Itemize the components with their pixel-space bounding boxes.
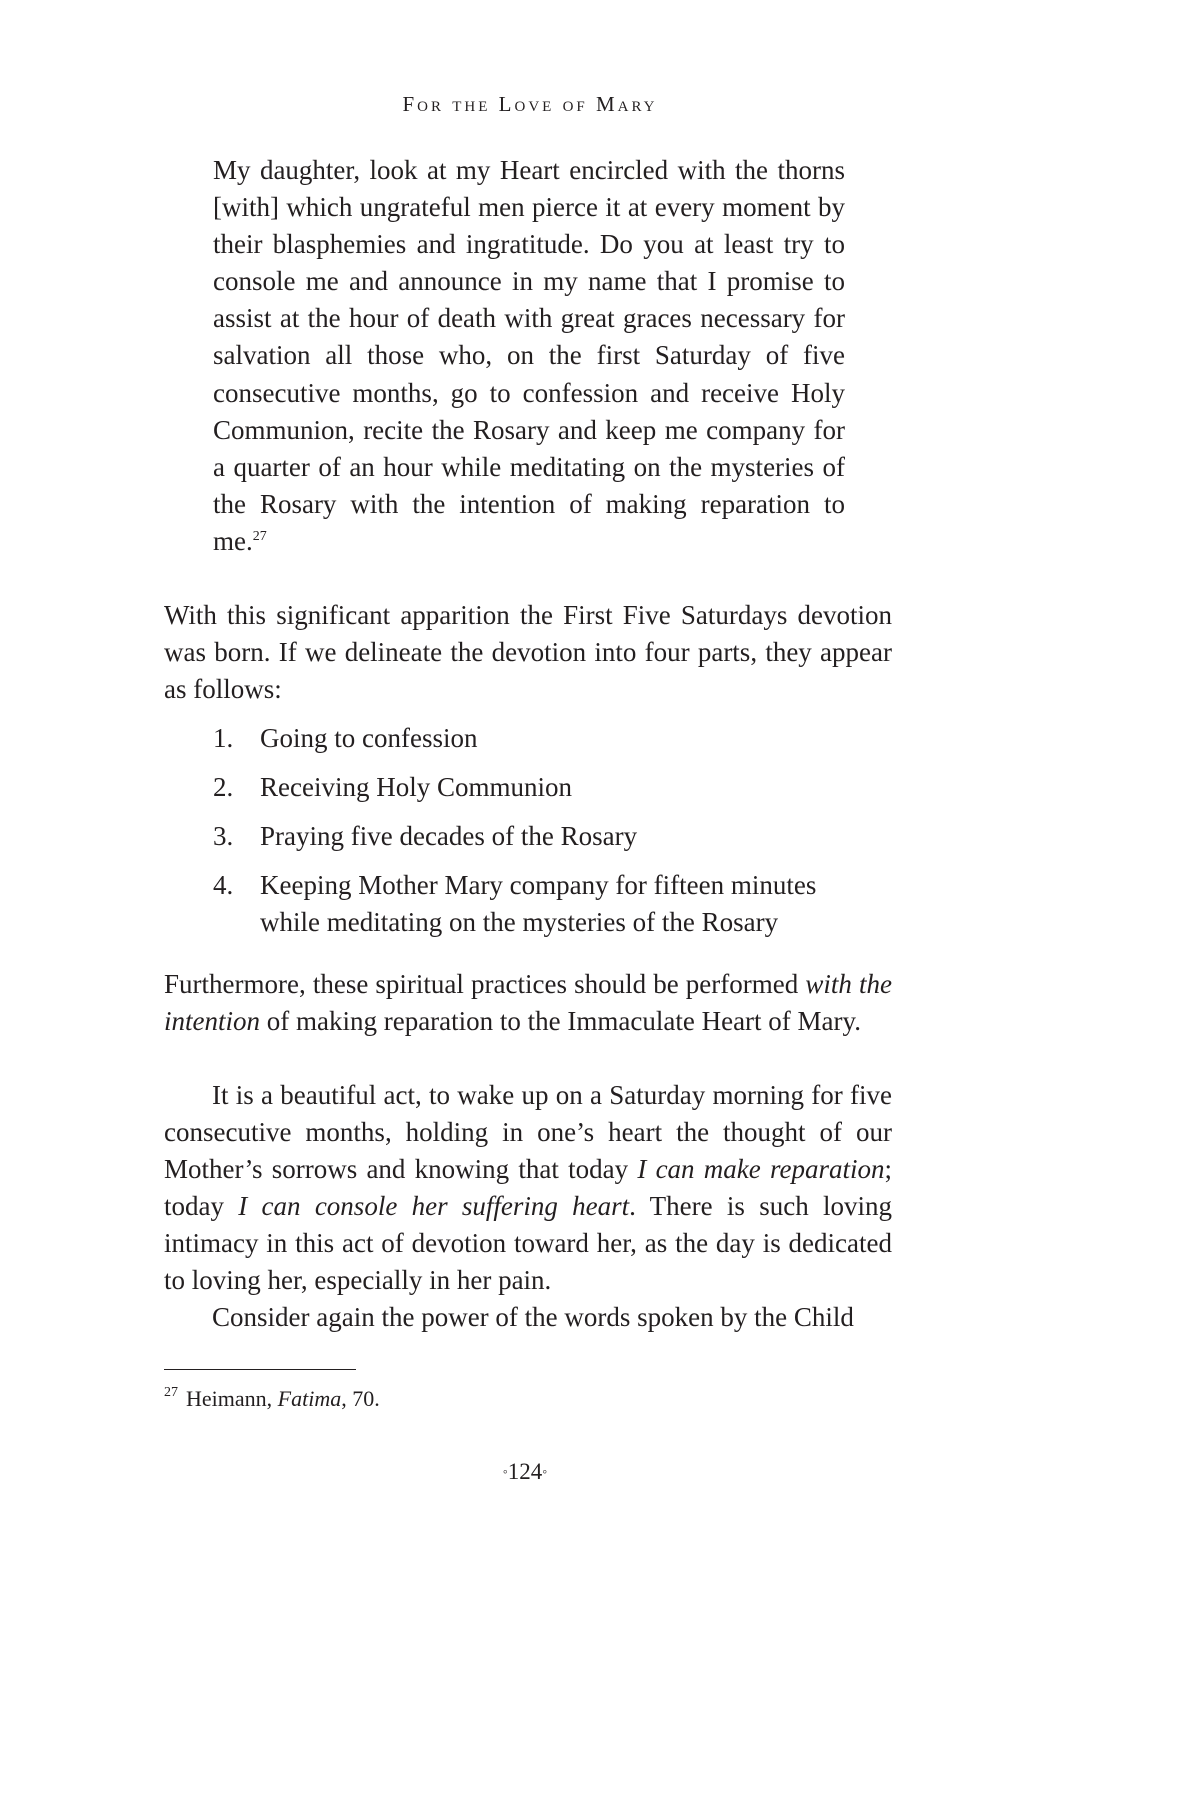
paragraph-text: of making reparation to the Immaculate Heart of Mary. <box>260 1006 862 1037</box>
footnote-title: Fatima <box>277 1386 342 1411</box>
paragraph-text: ; today <box>164 1154 892 1222</box>
block-quote <box>213 152 845 560</box>
paragraph-consider: Consider again the power of the words spoken by the Child <box>212 1302 854 1332</box>
footnote-page: , 70. <box>341 1386 380 1411</box>
paragraph-text: . There is such loving intimacy in this act of devotion toward her, as the day is dedicated to loving her, especially in her pain. <box>164 1191 892 1296</box>
footnote-rule <box>164 1369 356 1370</box>
footnote <box>164 1384 380 1414</box>
paragraph-text: It is a beautiful act, to wake up on a Saturday morning for five consecutive months, holding in one’s heart the thought of our Mother’s sorrows and knowing that today <box>164 1080 892 1185</box>
page-number-text: 124 <box>507 1459 543 1484</box>
list-item-number: 2. <box>213 772 234 803</box>
ornament-icon: ◦ <box>502 1465 508 1480</box>
list-item-text: Receiving Holy Communion <box>260 772 572 803</box>
list-item <box>213 867 853 941</box>
paragraph-furthermore <box>164 966 892 1040</box>
block-quote-text: My daughter, look at my Heart encircled with the thorns [with] which ungrateful men pierce it at every moment by their blasphemies and ingratitude. Do you at least try to console me and announce in my name that I promise to assist at the hour of death with great graces necessary for salvation all those who, on the first Saturday of five consecutive months, go to confession and receive Holy Communion, recite the Rosary and keep me company for a quarter of an hour while meditating on the mysteries of the Rosary with the intention of making reparation to me. <box>213 155 845 556</box>
page-number <box>0 1459 1050 1485</box>
paragraph-intro: With this significant apparition the First Five Saturdays devotion was born. If we delineate the devotion into four parts, they appear as follows: <box>164 600 892 705</box>
list-item <box>213 720 853 757</box>
running-head: For the Love of Mary <box>402 92 658 116</box>
list-item-text: Going to confession <box>260 723 478 753</box>
ornament-icon: ◦ <box>542 1465 548 1480</box>
list-item <box>213 818 853 855</box>
paragraph-text: Furthermore, these spiritual practices should be performed <box>164 969 806 999</box>
list-item-text: Praying five decades of the Rosary <box>260 821 638 852</box>
emphasis-text: I can console her suffering heart <box>238 1191 630 1222</box>
paragraph-beautiful-act <box>164 1077 892 1300</box>
list-item <box>213 769 853 806</box>
list-item-number: 3. <box>213 821 234 852</box>
list-item-text: Keeping Mother Mary company for fifteen minutes while meditating on the mysteries of the Rosary <box>260 870 817 938</box>
emphasis-text: with the intention <box>164 969 892 1037</box>
devotion-list <box>213 720 853 953</box>
footnote-ref: 27 <box>252 528 267 544</box>
list-item-number: 1. <box>213 723 234 753</box>
footnote-number: 27 <box>164 1385 178 1400</box>
footnote-author: Heimann, <box>186 1386 278 1411</box>
list-item-number: 4. <box>213 870 234 901</box>
emphasis-text: I can make reparation <box>637 1154 885 1185</box>
